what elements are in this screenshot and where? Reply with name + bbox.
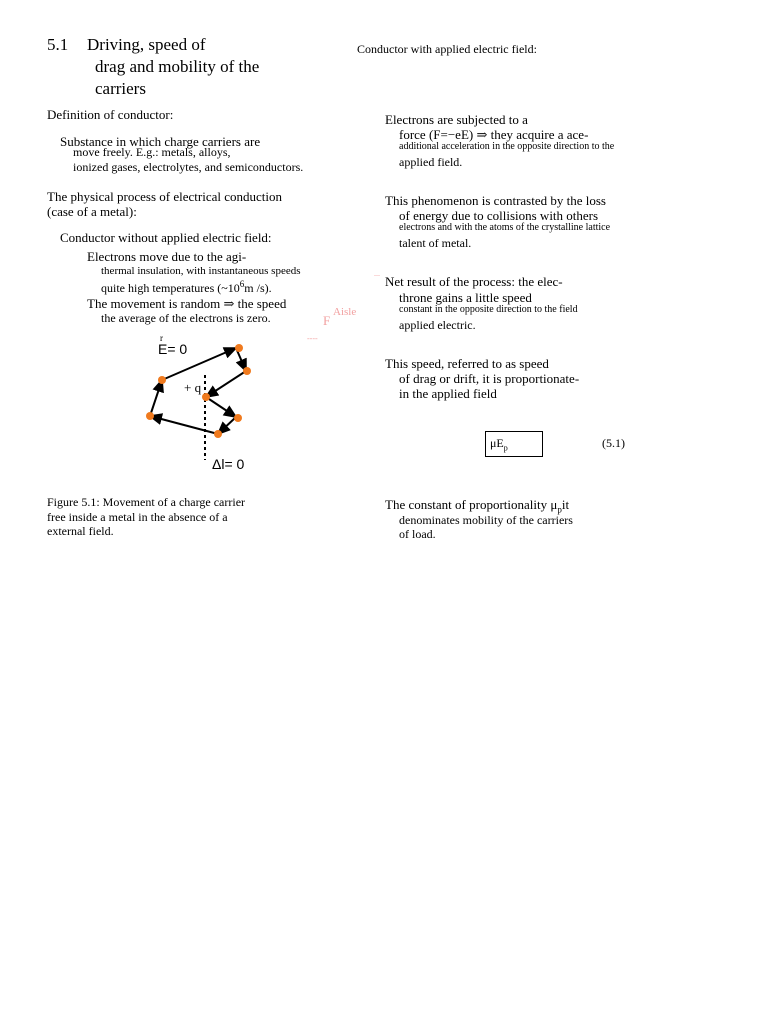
electrons-line-3-text: quite high temperatures (~10 bbox=[101, 281, 240, 295]
random-line-1: The movement is random ⇒ the speed bbox=[87, 296, 287, 311]
p1-line-3: additional acceleration in the opposite direction to the bbox=[399, 141, 615, 152]
electrons-line-2: thermal insulation, with instantaneous speeds bbox=[101, 265, 301, 277]
p3-line-4: applied electric. bbox=[399, 318, 476, 332]
p4-line-1: This speed, referred to as speed bbox=[385, 356, 549, 371]
p5-line-1-end: it bbox=[561, 497, 570, 512]
collision-point bbox=[146, 412, 154, 420]
electrons-line-3 bbox=[101, 279, 272, 296]
field-vector-mark: r bbox=[160, 333, 163, 343]
definition-line-3: ionized gases, electrolytes, and semiconductors. bbox=[73, 160, 304, 174]
heading-line-2: drag and mobility of the bbox=[95, 57, 260, 76]
faint-force-label: F bbox=[323, 313, 331, 328]
p2-line-2: of energy due to collisions with others bbox=[399, 208, 599, 223]
p5-line-3: of load. bbox=[399, 527, 436, 541]
path-segment bbox=[150, 416, 218, 434]
exponent: 6 bbox=[239, 279, 245, 289]
equation-text bbox=[490, 436, 508, 452]
path-segment bbox=[206, 397, 236, 417]
displacement-label: Δl= 0 bbox=[212, 456, 245, 472]
charge-label: + q bbox=[184, 380, 202, 395]
mobility-subscript: p bbox=[557, 504, 562, 515]
collision-point bbox=[202, 393, 210, 401]
random-line-2: the average of the electrons is zero. bbox=[101, 311, 271, 325]
p1-line-1: Electrons are subjected to a bbox=[385, 112, 528, 127]
definition-line-2: move freely. E.g.: metals, alloys, bbox=[73, 145, 231, 159]
collision-point bbox=[214, 430, 222, 438]
faint-label: Aisle bbox=[333, 306, 357, 318]
collision-point bbox=[158, 376, 166, 384]
p4-line-2: of drag or drift, it is proportionate- bbox=[399, 371, 580, 386]
collision-point bbox=[235, 344, 243, 352]
p5-line-1-text: The constant of proportionality μ bbox=[385, 497, 558, 512]
process-line-2: (case of a metal): bbox=[47, 204, 137, 219]
definition-line-1: Substance in which charge carriers are bbox=[60, 134, 261, 149]
path-segment bbox=[206, 371, 246, 397]
equation-mu-e: μE bbox=[490, 436, 504, 450]
p4-line-3: in the applied field bbox=[399, 386, 497, 401]
faint-dots: ... bbox=[374, 269, 380, 278]
electrons-line-3-end: m /s). bbox=[244, 281, 272, 295]
heading-line-1: Driving, speed of bbox=[87, 35, 206, 54]
process-line-1: The physical process of electrical conduction bbox=[47, 189, 282, 204]
figure-random-walk bbox=[130, 330, 280, 480]
electrons-line-1: Electrons move due to the agi- bbox=[87, 249, 247, 264]
caption-line-1: Figure 5.1: Movement of a charge carrier bbox=[47, 495, 246, 509]
definition-title: Definition of conductor: bbox=[47, 107, 174, 122]
collision-point bbox=[234, 414, 242, 422]
random-walk-diagram bbox=[130, 330, 280, 480]
collision-point bbox=[243, 367, 251, 375]
p3-line-2: throne gains a little speed bbox=[399, 290, 532, 305]
p2-line-1: This phenomenon is contrasted by the loss bbox=[385, 193, 606, 208]
p3-line-1: Net result of the process: the elec- bbox=[385, 274, 563, 289]
p3-line-3: constant in the opposite direction to the field bbox=[399, 304, 578, 315]
p5-line-2: denominates mobility of the carriers bbox=[399, 513, 573, 527]
heading-line-3: carriers bbox=[95, 79, 146, 98]
p1-line-2: force (F=−eE) ⇒ they acquire a ace- bbox=[399, 127, 589, 142]
equation-number: (5.1) bbox=[602, 436, 625, 450]
p2-line-4: talent of metal. bbox=[399, 236, 472, 250]
section-number: 5.1 bbox=[47, 35, 69, 54]
conductor-without-field-title: Conductor without applied electric field: bbox=[60, 230, 272, 245]
caption-line-3: external field. bbox=[47, 524, 114, 538]
path-segment bbox=[150, 380, 162, 416]
conductor-with-field-title: Conductor with applied electric field: bbox=[357, 42, 537, 56]
p2-line-3: electrons and with the atoms of the crystalline lattice bbox=[399, 222, 611, 233]
equation-subscript: p bbox=[503, 443, 508, 453]
caption-line-2: free inside a metal in the absence of a bbox=[47, 510, 228, 524]
p1-line-4: applied field. bbox=[399, 155, 463, 169]
faint-dashes: ---- bbox=[307, 334, 318, 343]
field-zero-label: E= 0 bbox=[158, 341, 188, 357]
p5-line-1 bbox=[385, 497, 569, 515]
